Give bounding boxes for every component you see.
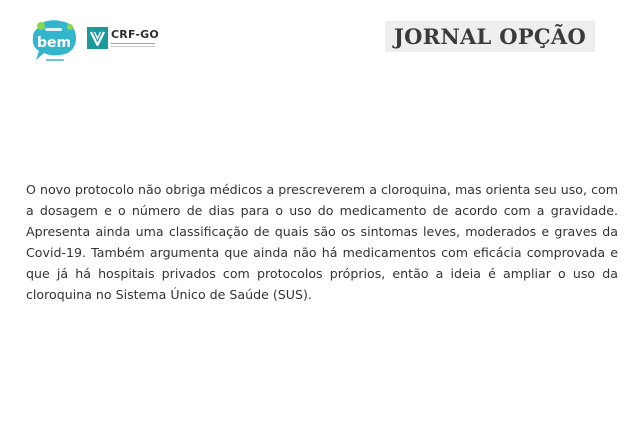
bem-logo: [30, 18, 78, 64]
crf-go-logo: [87, 26, 159, 50]
article-body: [26, 179, 618, 305]
bem-speech-bubble-icon: [30, 18, 78, 64]
page-header: [0, 0, 640, 70]
masthead-title: JORNAL OPÇÃO: [393, 24, 587, 49]
svg-text:bem: bem: [36, 35, 72, 51]
crf-go-text: CRF-GO: [111, 28, 159, 41]
crf-go-subtitle-line: [111, 43, 155, 47]
article-paragraph: O novo protocolo não obriga médicos a prescreverem a cloroquina, mas orienta seu uso, com a dosagem e o número de dias para o uso do medicamento de acordo com a gravidade. Apresenta ainda uma classificação de quais são os sintomas leves, moderados e graves da Covid-19. Também argumenta que ainda não há medicamentos com eficácia comprovada e que já há hospitais privados com protocolos próprios, então a ideia é ampliar o uso da cloroquina no Sistema Único de Saúde (SUS).: [26, 182, 618, 302]
crf-go-emblem-icon: [87, 27, 108, 49]
masthead: [385, 21, 595, 52]
